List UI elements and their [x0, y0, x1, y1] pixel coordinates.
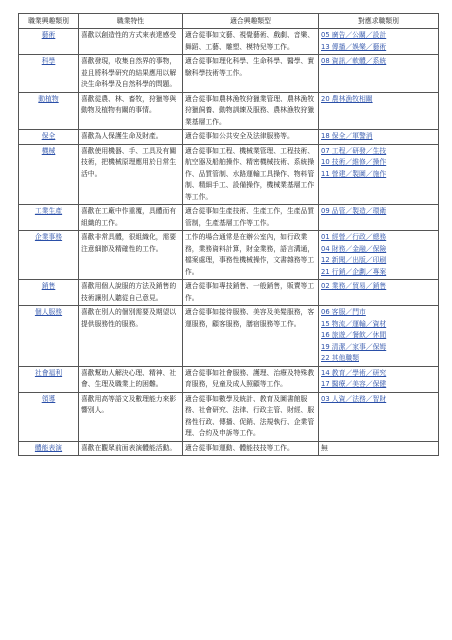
category-link[interactable]: 科學 [41, 57, 56, 65]
table-row [19, 29, 439, 55]
category-cell [19, 392, 79, 441]
dept-link[interactable]: 07 工程／研發／生技 [321, 146, 387, 155]
depts-cell [319, 366, 439, 392]
suited-cell: 適合從事如理化科學、生命科學、醫學、實驗科學技術等工作。 [183, 55, 319, 93]
category-link[interactable]: 機械 [41, 146, 56, 155]
depts-cell [319, 441, 439, 456]
suited-cell: 適合從事如公共安全及法律服務等。 [183, 130, 319, 145]
dept-link[interactable]: 12 新聞／出版／印刷 [321, 256, 387, 264]
suited-cell: 適合從事如接待服務、美容及美髮服務，客運服務，顧客服務，膳宿服務等工作。 [183, 306, 319, 367]
dept-link[interactable]: 15 物流／運輸／資材 [321, 319, 387, 328]
dept-link[interactable]: 22 其他職類 [321, 354, 359, 362]
suited-cell: 適合從事如文藝、視覺藝術、戲劇、音樂、舞蹈、工藝、雕塑、模特兒等工作。 [183, 29, 319, 55]
suited-cell: 適合從事如農林漁牧狩獵業管理、農林漁牧狩獵飼養、動物訓練及服務、農林漁牧狩獵業基層工作。 [183, 92, 319, 130]
dept-link[interactable]: 18 保全／軍警消 [321, 132, 373, 140]
trait-cell: 喜歡發現，收集自然界的事物，並且將科學研究的結果應用以解決生命科學及自然科學的問題。 [79, 55, 183, 93]
table-row [19, 231, 439, 280]
trait-cell: 喜歡使用機器、手、工具及有關技術，把機械原理應用於日常生活中。 [79, 144, 183, 205]
dept-link[interactable]: 02 業務／貿易／銷售 [321, 282, 387, 290]
category-cell [19, 29, 79, 55]
dept-link[interactable]: 13 傳播／娛樂／藝術 [321, 42, 387, 51]
suited-cell: 適合從事如生產技術、生產工作，生產品質管制，生產基層工作等工作。 [183, 205, 319, 231]
trait-cell: 喜歡幫助人解決心理、精神、社會、生理及職業上的困難。 [79, 366, 183, 392]
table-row [19, 130, 439, 145]
suited-cell: 適合從事如工程、機械業管理、工程技術、航空器及船舶操作、精密機械技術、系統操作、品質管制、水路運輸工具操作、物料管制、精細手工、設備操作，機械業基層工作等工作。 [183, 144, 319, 205]
category-link[interactable]: 領導 [41, 394, 56, 403]
depts-cell [319, 280, 439, 306]
depts-cell [319, 29, 439, 55]
dept-link[interactable]: 03 人資／法務／智財 [321, 394, 387, 403]
trait-cell: 喜歡在別人的個別需要及期望以提供服務性的服務。 [79, 306, 183, 367]
table-row [19, 205, 439, 231]
dept-link[interactable]: 21 行銷／企劃／專案 [321, 267, 387, 276]
category-link[interactable]: 社會福利 [34, 368, 63, 377]
dept-link[interactable]: 04 財務／金融／保險 [321, 244, 387, 253]
dept-link[interactable]: 05 廣告／公關／設計 [321, 31, 387, 39]
category-cell [19, 366, 79, 392]
trait-cell: 喜歡非常具體，很組織化，需要注意細節及精確性的工作。 [79, 231, 183, 280]
table-row [19, 55, 439, 93]
trait-cell: 喜歡從農、林、畜牧，狩獵等與動物及植物有關的事情。 [79, 92, 183, 130]
category-cell [19, 231, 79, 280]
dept-link[interactable]: 09 品管／製造／環衛 [321, 207, 387, 215]
suited-cell: 適合從事如專技銷售、一般銷售，販賣等工作。 [183, 280, 319, 306]
dept-link[interactable]: 01 經營／行政／總務 [321, 233, 387, 241]
table-row [19, 392, 439, 441]
category-link[interactable]: 藝術 [41, 31, 56, 39]
depts-cell [319, 144, 439, 205]
category-cell [19, 205, 79, 231]
depts-cell [319, 392, 439, 441]
depts-cell [319, 306, 439, 367]
table-row [19, 441, 439, 456]
category-link[interactable]: 銷售 [41, 282, 56, 290]
trait-cell: 喜歡在觀眾前面表演體能活動。 [79, 441, 183, 456]
depts-cell [319, 205, 439, 231]
depts-cell [319, 55, 439, 93]
category-cell [19, 441, 79, 456]
table-row [19, 306, 439, 367]
suited-cell: 工作的場合通常是在辦公室內，如行政業務，業務資料計算，財金業務，語言溝通，檔案處理，事務性機械操作，文書雜務等工作。 [183, 231, 319, 280]
suited-cell: 適合從事如數學及統計、教育及圖書館服務、社會研究、法律、行政主管、財經、服務性行政、傳播、促銷、法規執行、企業管理、合約及申訴等工作。 [183, 392, 319, 441]
dept-link[interactable]: 17 醫療／美容／保健 [321, 380, 387, 388]
category-link[interactable]: 工業生產 [34, 207, 63, 215]
header-category: 職業興趣類別 [19, 14, 79, 29]
trait-cell: 喜歡用個人說服的方法及銷售的技術讓別人聽從自己意見。 [79, 280, 183, 306]
dept-link[interactable]: 19 清潔／家事／保姆 [321, 342, 387, 351]
table-row [19, 92, 439, 130]
dept-link[interactable]: 10 技術／維修／操作 [321, 158, 387, 166]
category-link[interactable]: 保全 [41, 132, 56, 140]
category-cell [19, 144, 79, 205]
table-row [19, 144, 439, 205]
category-cell [19, 55, 79, 93]
table-row [19, 280, 439, 306]
category-link[interactable]: 企業事務 [34, 233, 63, 241]
category-link[interactable]: 動植物 [38, 94, 59, 103]
header-suited: 適合興趣類型 [183, 14, 319, 29]
category-cell [19, 130, 79, 145]
trait-cell: 喜歡以創造性的方式來表達感受 [79, 29, 183, 55]
depts-cell [319, 92, 439, 130]
header-depts: 對應求職類別 [319, 14, 439, 29]
category-cell [19, 306, 79, 367]
depts-cell [319, 231, 439, 280]
header-trait: 職業特性 [79, 14, 183, 29]
category-cell [19, 280, 79, 306]
category-link[interactable]: 個人服務 [34, 308, 63, 316]
dept-link[interactable]: 16 旅遊／餐飲／休閒 [321, 331, 387, 339]
suited-cell: 適合從事如運動、體能技技等工作。 [183, 441, 319, 456]
trait-cell: 喜歡在工廠中作重覆，具體而有組織的工作。 [79, 205, 183, 231]
category-cell [19, 92, 79, 130]
dept-link[interactable]: 06 客服／門市 [321, 308, 366, 316]
dept-link[interactable]: 08 資訊／軟體／系統 [321, 57, 387, 65]
category-link[interactable]: 體能表演 [34, 443, 63, 452]
dept-link[interactable]: 11 營建／製圖／施作 [321, 169, 387, 178]
suited-cell: 適合從事如社會服務、護理、治療及特殊教育服務，兒童及成人照顧等工作。 [183, 366, 319, 392]
trait-cell: 喜歡為人保護生命及財產。 [79, 130, 183, 145]
interest-table [18, 13, 439, 456]
table-row [19, 366, 439, 392]
dept-link[interactable]: 14 教育／學術／研究 [321, 368, 387, 377]
trait-cell: 喜歡用高等語文及數理能力來影響別人。 [79, 392, 183, 441]
header-row [19, 14, 439, 29]
dept-link[interactable]: 20 農林漁牧相關 [321, 94, 373, 103]
depts-cell [319, 130, 439, 145]
dept-none: 無 [321, 443, 328, 452]
